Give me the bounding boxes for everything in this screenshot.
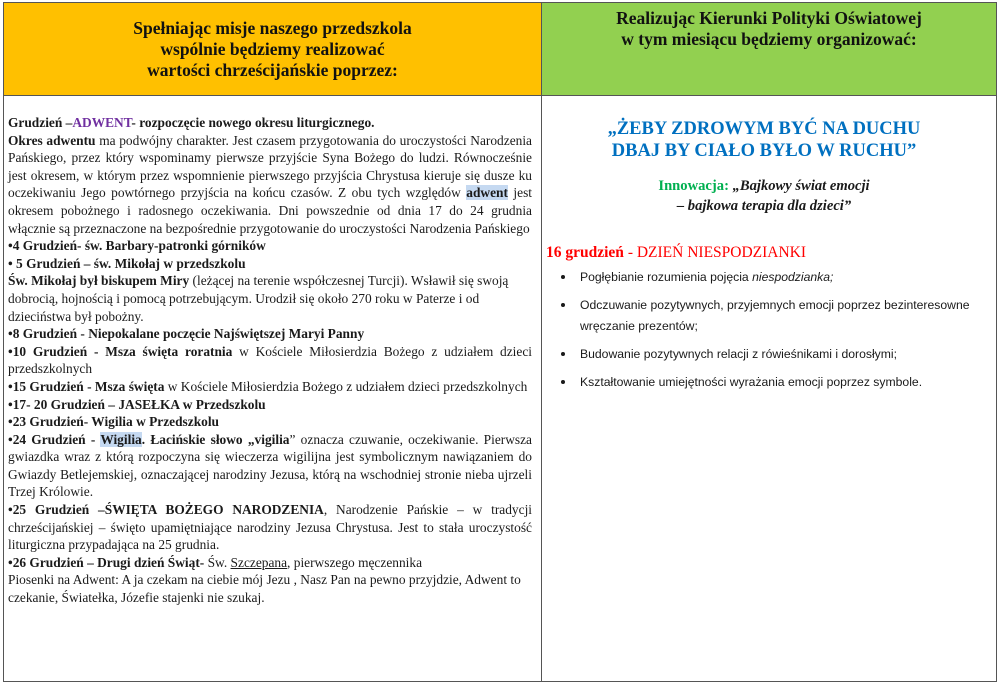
event-dec-5: • 5 Grudzień – św. Mikołaj w przedszkolu [8,255,246,271]
list-item: • Pogłębianie rozumienia pojęcia niespodzianka; [576,266,982,288]
advent-songs: Piosenki na Adwent: A ja czekam na ciebie mój Jezu , Nasz Pan na pewno przyjdzie, Adwent to czekanie, Światełka, Józefie stajenki nie szukaj. [8,572,521,606]
list-item: • Odczuwanie pozytywnych, przyjemnych emocji poprzez bezinteresowne wręczanie prezentów; [576,294,982,337]
advent-paragraph: Okres adwentu ma podwójny charakter. Jest czasem przygotowania do uroczystości Narodzenia Pańskiego, przez który wspominamy pierwsze przyjście Syna Bożego do ludzi. Równocześnie jest okresem, w którym przez wspomnienie pierwszego przyjścia Chrystusa kieruje się dusze ku oczekiwaniu Jego powtórnego przyjścia na końcu czasów. Z obu tych względów adwent jest okresem pobożnego i radosnego oczekiwania. Dni powszednie od dnia 17 do 24 grudnia włącznie są przeznaczone na bezpośrednie przygotowanie do uroczystości Narodzenia Pańskiego [8,132,533,236]
event-dec-5-desc: Św. Mikołaj był biskupem Miry (leżącej na terenie współczesnej Turcji). Wsławił się swoją dobrocią, hojnością i pomocą potrzebującym. Urodził się około 270 roku w Paterze i od dzieciństwa był pobożny. [8,273,509,324]
event-dec-24: •24 Grudzień - Wigilia. Łacińskie słowo „vigilia” oznacza czuwanie, oczekiwanie. Pierwsza gwiazdka wraz z którą rozpoczyna się wieczerza wigilijna jest symbolicznym nawiązaniem do Gwiazdy Betlejemskiej, oznaczającej narodziny Jezusa, którą na wschodniej stronie nieba ujrzeli Trzej Królowie. [8,431,532,500]
event-dec-26: •26 Grudzień – Drugi dzień Świąt- Św. Szczepana, pierwszego męczennika [8,554,423,570]
event-dec-15: •15 Grudzień - Msza święta w Kościele Miłosierdzia Bożego z udziałem dzieci przedszkolnych [8,378,528,394]
right-content [546,114,982,399]
list-item: • Budowanie pozytywnych relacji z rówieśnikami i dorosłymi; [576,343,982,365]
event-dec-23: •23 Grudzień- Wigilia w Przedszkolu [8,414,220,430]
event-dec-17: •17- 20 Grudzień – JASEŁKA w Przedszkolu [8,396,266,412]
advent-word: ADWENT [72,115,132,130]
list-item: • Kształtowanie umiejętności wyrażania emocji poprzez symbole. [576,371,982,393]
surprise-goals-list [546,266,982,393]
header-left-cell [4,3,541,95]
innovation: Innowacja: „Bajkowy świat emocji – bajkowa terapia dla dzieci” [658,178,870,214]
surprise-day-heading: 16 grudzień - DZIEŃ NIESPODZIANKI [546,244,807,261]
column-divider [541,3,542,681]
event-dec-8: •8 Grudzień - Niepokalane poczęcie Najświętszej Maryi Panny [8,326,365,342]
highlight-wigilia: Wigilia [100,431,142,447]
header-right-cell [542,3,996,95]
header-left-text: Spełniając misje naszego przedszkola wspólnie będziemy realizować wartości chrześcijańskie poprzez: [133,17,412,80]
event-dec-10: •10 Grudzień - Msza święta roratnia w Kościele Miłosierdzia Bożego z udziałem dzieci przedszkolnych [8,343,532,377]
highlight-advent: adwent [466,185,508,201]
event-dec-4: •4 Grudzień- św. Barbary-patronki górników [8,238,266,254]
event-dec-25: •25 Grudzień –ŚWIĘTA BOŻEGO NARODZENIA, Narodzenie Pańskie – w tradycji chrześcijańskiej – święto upamiętniające narodziny Jezusa Chrystusa. Jest to stała uroczystość liturgiczna przypadająca na 25 grudnia. [8,502,533,553]
innovation-label: Innowacja: [658,178,729,194]
left-content [8,114,532,607]
slogan: „ŻEBY ZDROWYM BYĆ NA DUCHU DBAJ BY CIAŁO BYŁO W RUCHU” [607,119,921,161]
intro-line: Grudzień –ADWENT- rozpoczęcie nowego okresu liturgicznego. [8,115,375,130]
row-divider [4,95,996,96]
header-right-text: Realizując Kierunki Polityki Oświatowej w tym miesiącu będziemy organizować: [616,8,922,49]
